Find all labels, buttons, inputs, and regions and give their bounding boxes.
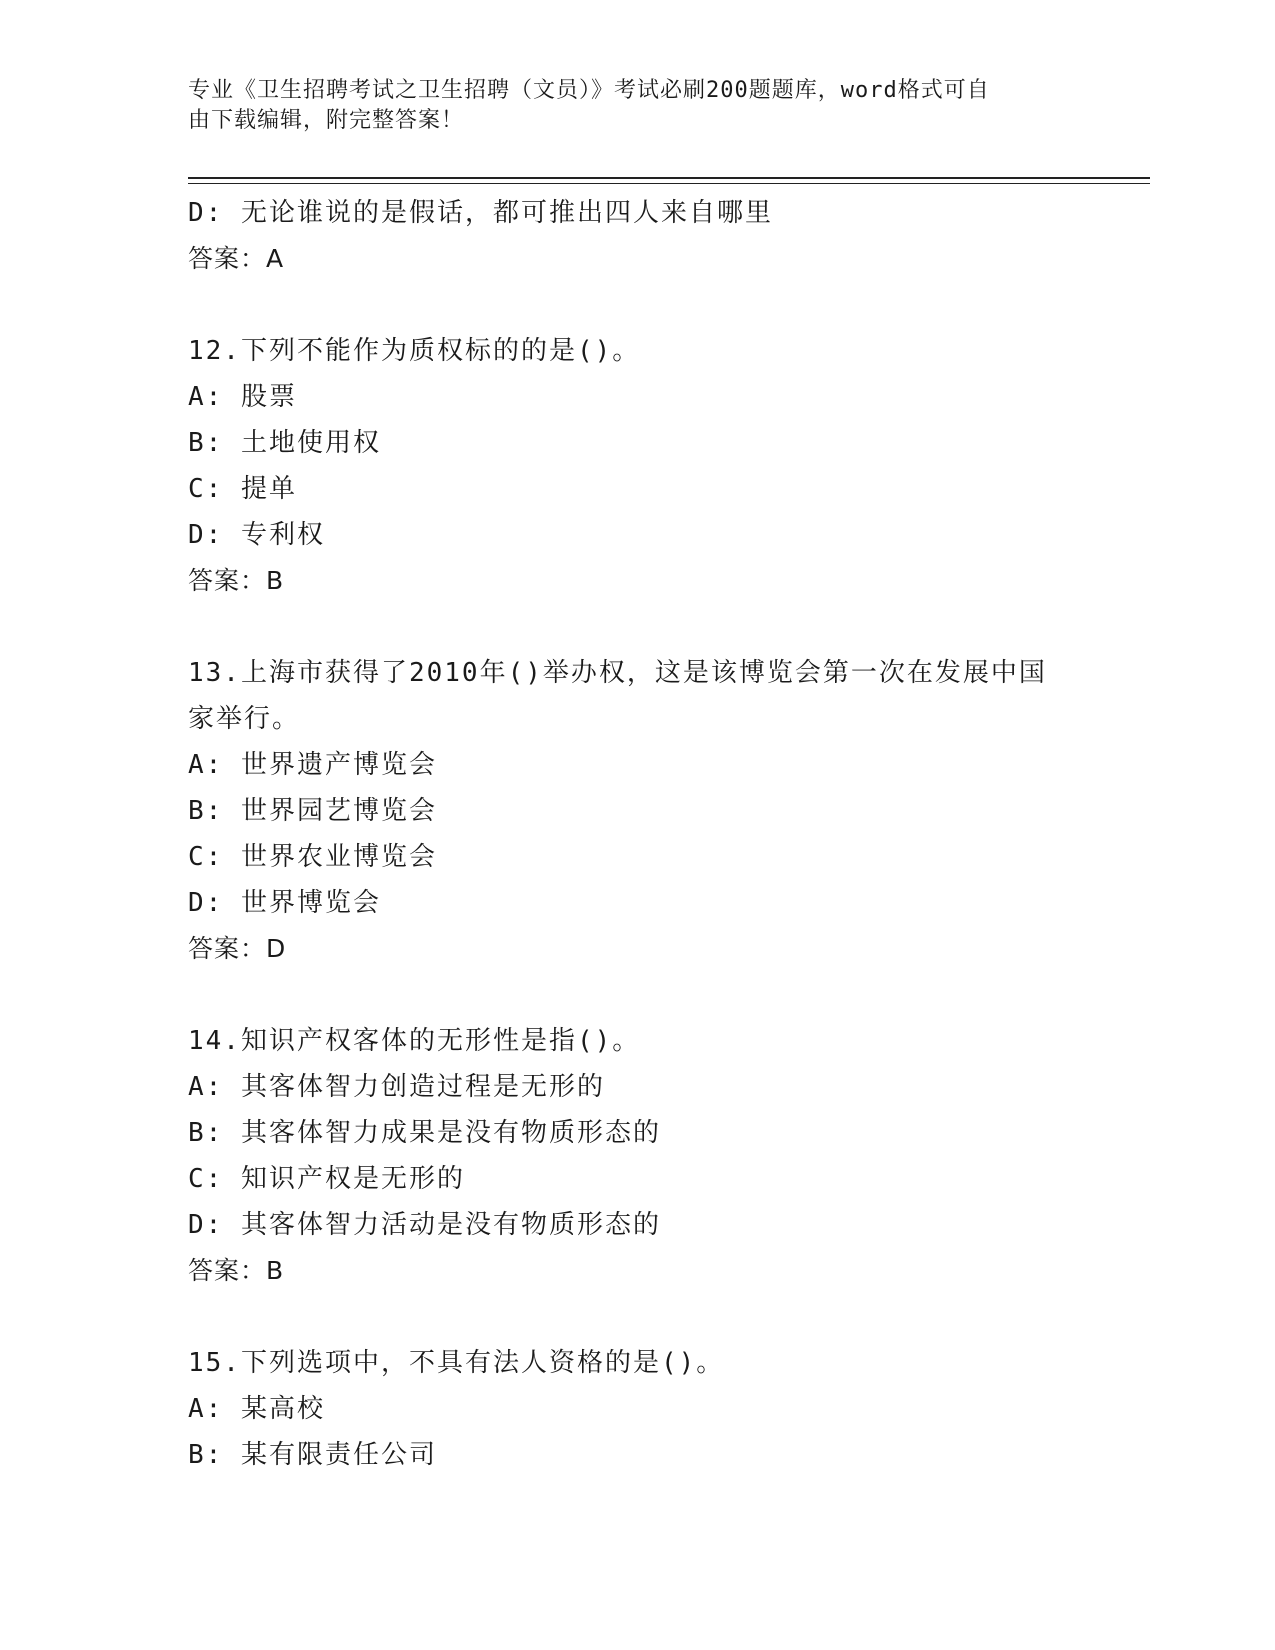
question-15-option-a: A: 某高校 xyxy=(188,1394,325,1424)
question-13-option-d: D: 世界博览会 xyxy=(188,888,381,918)
document-header xyxy=(188,76,1068,136)
question-14-stem: 14.知识产权客体的无形性是指()。 xyxy=(188,1026,641,1056)
header-line-2: 由下载编辑，附完整答案！ xyxy=(188,108,465,133)
question-13 xyxy=(188,650,1068,972)
prev-option-d: D: 无论谁说的是假话，都可推出四人来自哪里 xyxy=(188,198,773,228)
question-14-option-b: B: 其客体智力成果是没有物质形态的 xyxy=(188,1118,661,1148)
prev-answer: 答案：A xyxy=(188,244,285,273)
question-13-stem-line-2: 家举行。 xyxy=(188,704,301,734)
question-14-answer: 答案：B xyxy=(188,1256,285,1285)
question-15-option-b: B: 某有限责任公司 xyxy=(188,1440,437,1470)
question-13-option-a: A: 世界遗产博览会 xyxy=(188,750,437,780)
question-13-option-c: C: 世界农业博览会 xyxy=(188,842,437,872)
question-14-option-a: A: 其客体智力创造过程是无形的 xyxy=(188,1072,605,1102)
header-divider-thick xyxy=(188,177,1150,179)
question-13-stem-line-1: 13.上海市获得了2010年()举办权，这是该博览会第一次在发展中国 xyxy=(188,658,1047,688)
question-12-option-d: D: 专利权 xyxy=(188,520,325,550)
question-list xyxy=(188,190,1068,1478)
header-divider-thin xyxy=(188,183,1150,184)
question-15-stem: 15.下列选项中，不具有法人资格的是()。 xyxy=(188,1348,725,1378)
question-14 xyxy=(188,1018,1068,1294)
question-12 xyxy=(188,328,1068,604)
header-line-1: 专业《卫生招聘考试之卫生招聘（文员）》考试必刷200题题库，word格式可自 xyxy=(188,78,990,103)
question-12-option-a: A: 股票 xyxy=(188,382,297,412)
question-12-answer: 答案：B xyxy=(188,566,285,595)
question-15 xyxy=(188,1340,1068,1478)
question-12-stem: 12.下列不能作为质权标的的是()。 xyxy=(188,336,641,366)
question-13-answer: 答案：D xyxy=(188,934,287,963)
question-12-option-c: C: 提单 xyxy=(188,474,297,504)
question-14-option-d: D: 其客体智力活动是没有物质形态的 xyxy=(188,1210,661,1240)
question-14-option-c: C: 知识产权是无形的 xyxy=(188,1164,465,1194)
question-13-option-b: B: 世界园艺博览会 xyxy=(188,796,437,826)
question-12-option-b: B: 土地使用权 xyxy=(188,428,381,458)
